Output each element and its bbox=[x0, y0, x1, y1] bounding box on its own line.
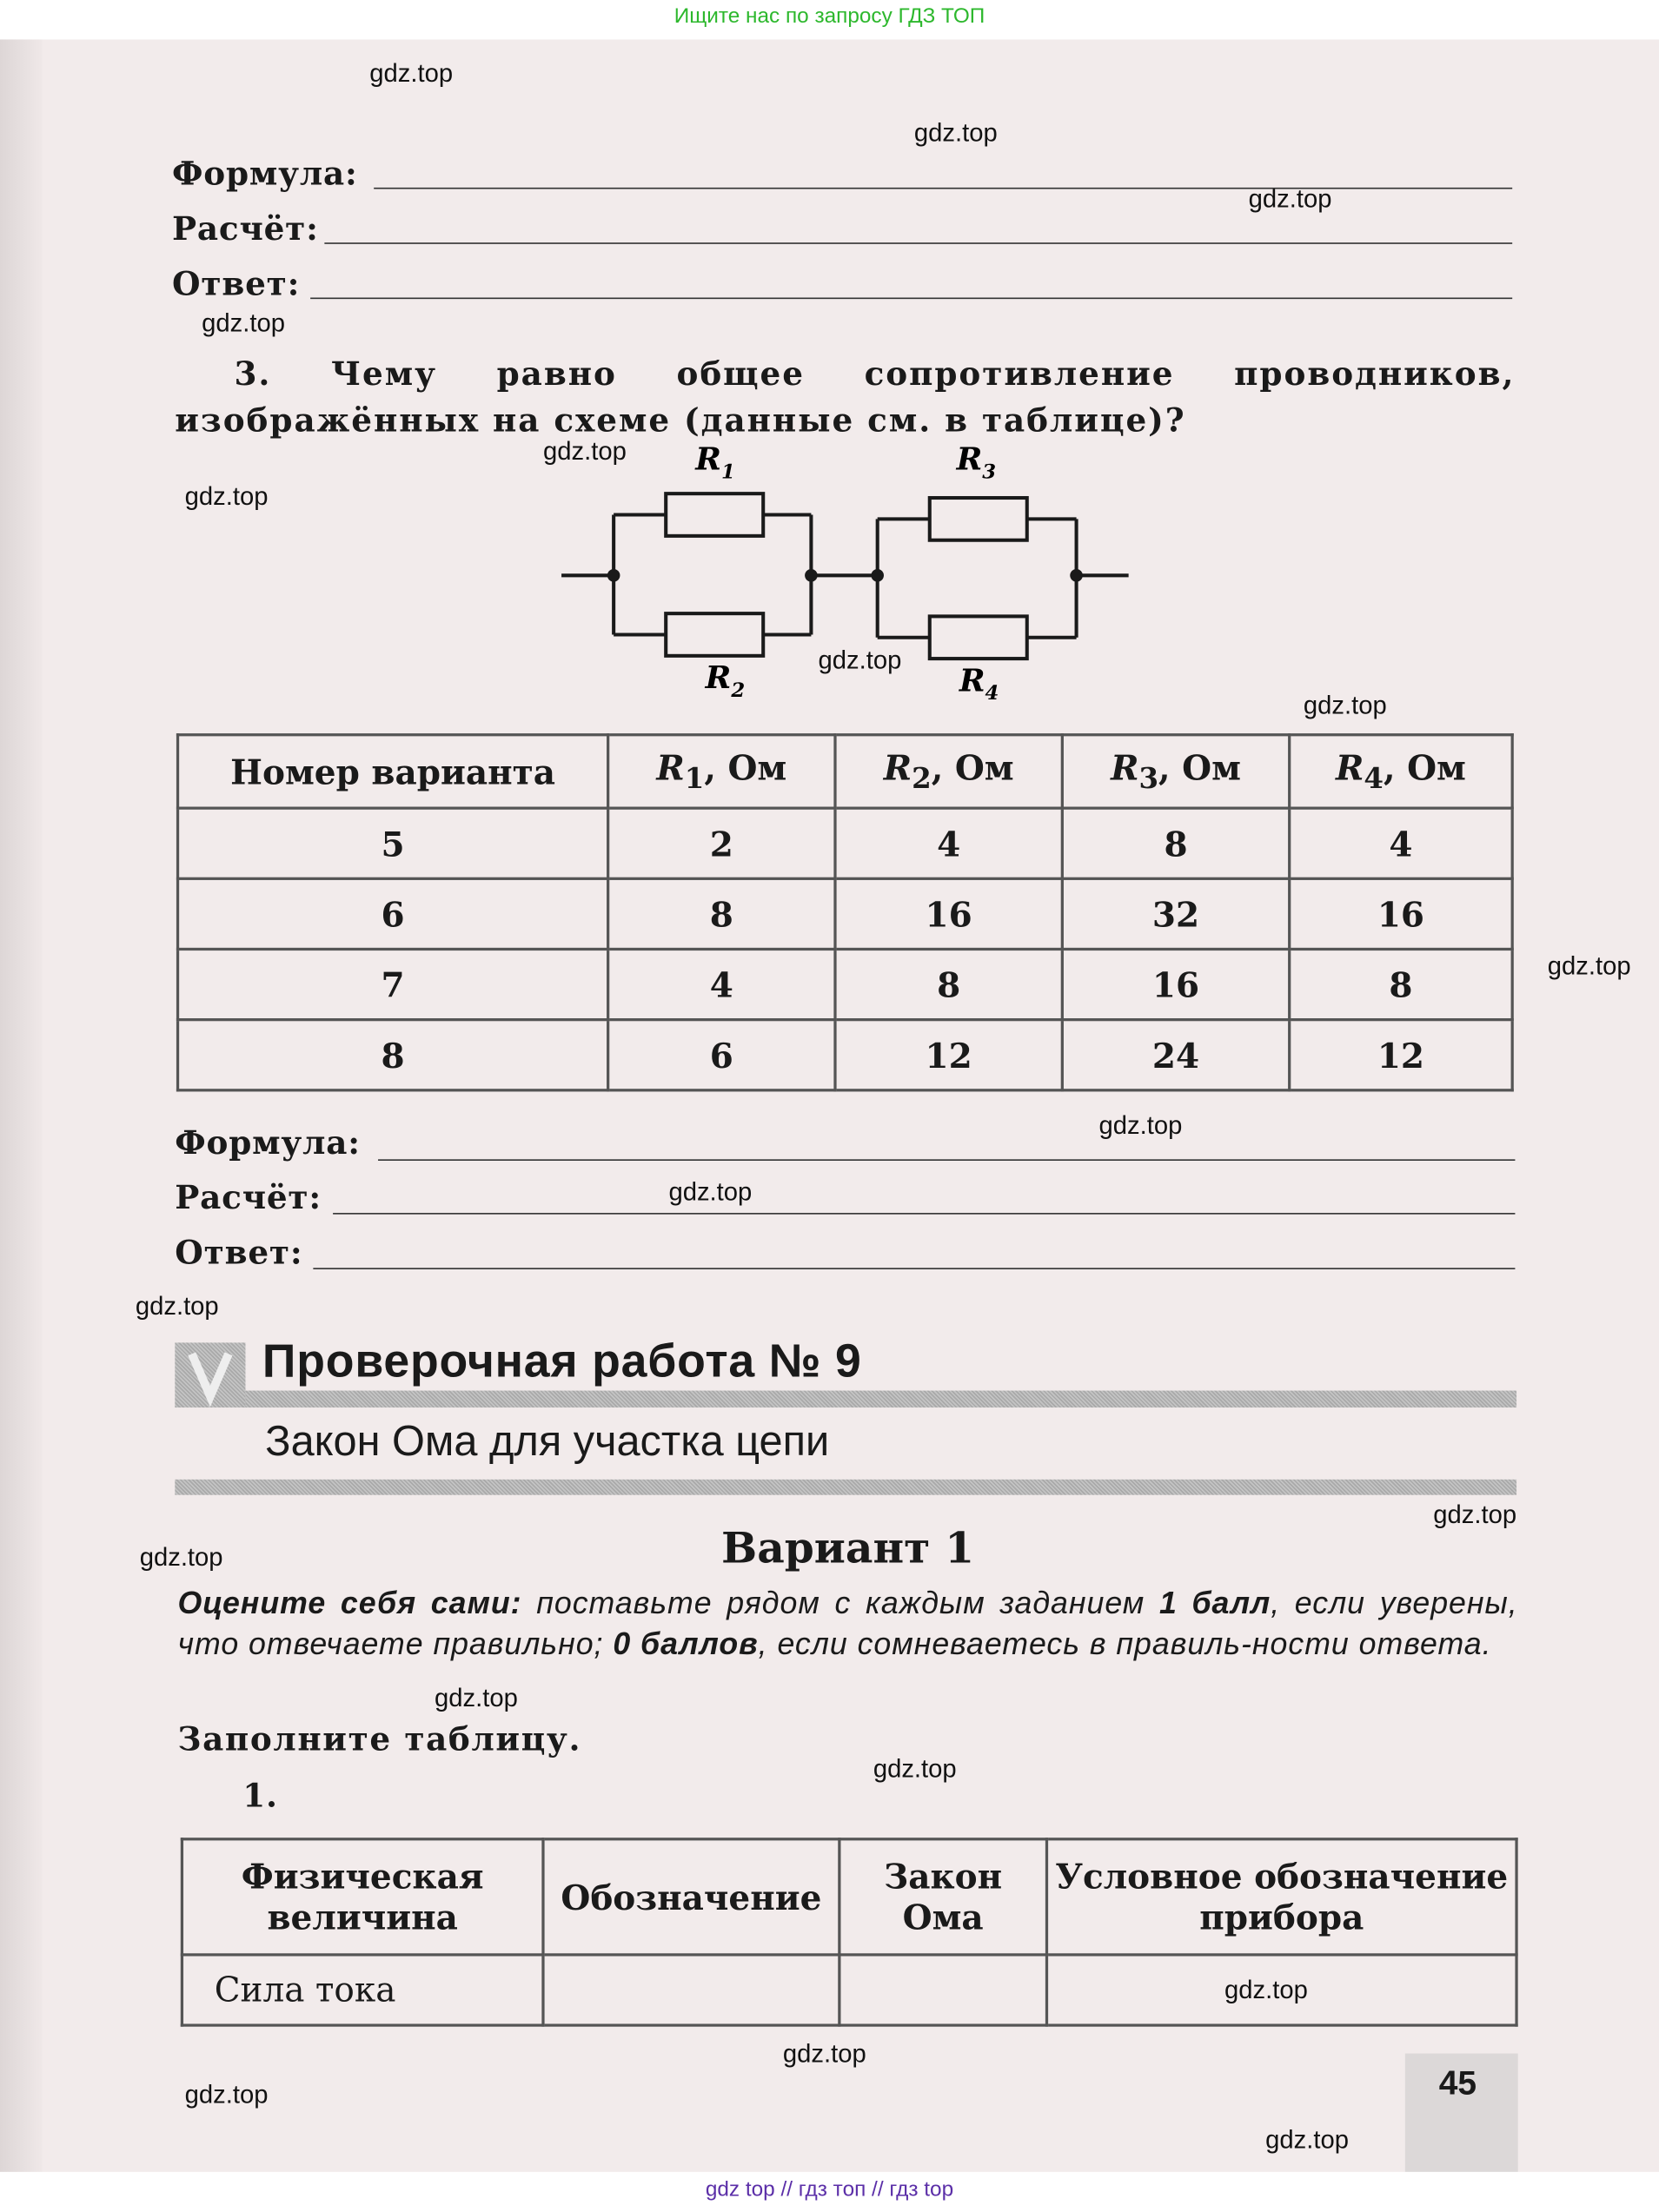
label-r4: $R_4$ bbox=[959, 662, 999, 705]
watermark: gdz.top bbox=[1224, 1976, 1308, 2004]
label-r1: $R_1$ bbox=[695, 440, 735, 484]
watermark: gdz.top bbox=[184, 2080, 269, 2109]
cell-symbol[interactable] bbox=[543, 1955, 839, 2025]
cell-ohm-law[interactable] bbox=[839, 1955, 1047, 2025]
ohm-law-table bbox=[181, 1838, 1518, 2027]
circuit-diagram bbox=[0, 0, 1659, 733]
label-r3: $R_3$ bbox=[956, 440, 997, 484]
watermark: gdz.top bbox=[1098, 1111, 1183, 1140]
header-device-symbol: Условное обозначение прибора bbox=[1046, 1839, 1516, 1955]
header-ohm-law: Закон Ома bbox=[839, 1839, 1047, 1955]
label-r2: $R_2$ bbox=[705, 659, 746, 702]
watermark: gdz.top bbox=[782, 2039, 866, 2068]
resistor-r3 bbox=[930, 498, 1027, 540]
watermark: gdz.top bbox=[139, 1542, 223, 1572]
header-symbol: Обозначение bbox=[543, 1839, 839, 1955]
watermark: gdz.top bbox=[1433, 1500, 1517, 1529]
watermark: gdz.top bbox=[913, 118, 998, 147]
cell-quantity: Сила тока bbox=[182, 1955, 543, 2025]
header-r2: $R_2$, Ом bbox=[835, 735, 1062, 808]
watermark: gdz.top bbox=[202, 308, 285, 337]
section-title: Проверочная работа № 9 bbox=[262, 1334, 862, 1387]
answer-label: Ответ: bbox=[175, 1234, 303, 1273]
question-text: Чему равно общее сопротивление проводников, изображённых на схеме (данные см. в таблице)? bbox=[175, 355, 1516, 440]
task1-number: 1. bbox=[242, 1777, 278, 1816]
cell-device-symbol[interactable] bbox=[1046, 1955, 1516, 2025]
watermark: gdz.top bbox=[1265, 2125, 1349, 2154]
watermark: gdz.top bbox=[135, 1291, 219, 1321]
subtitle-underline-band bbox=[175, 1480, 1516, 1495]
fill-table-instruction: Заполните таблицу. bbox=[177, 1720, 582, 1759]
header-r3: $R_3$, Ом bbox=[1062, 735, 1289, 808]
formula-label: Формула: bbox=[175, 1123, 361, 1162]
calc-label: Расчёт: bbox=[175, 1179, 322, 1217]
watermark: gdz.top bbox=[1303, 691, 1387, 719]
watermark: gdz.top bbox=[818, 646, 902, 674]
watermark: gdz.top bbox=[184, 482, 269, 511]
task-number: 3. bbox=[234, 355, 272, 394]
resistor-r2 bbox=[666, 613, 763, 656]
watermark: gdz.top bbox=[1547, 951, 1631, 981]
table-row: 6 8 16 32 16 bbox=[178, 878, 1513, 949]
table-row: 7 4 8 16 8 bbox=[178, 949, 1513, 1019]
checkmark-block bbox=[175, 1342, 245, 1407]
table-row bbox=[182, 1955, 1516, 2025]
table-header-row bbox=[182, 1839, 1516, 1955]
watermark: gdz.top bbox=[1248, 184, 1332, 214]
header-r1: $R_1$, Ом bbox=[608, 735, 835, 808]
watermark: gdz.top bbox=[873, 1754, 957, 1783]
watermark: gdz.top bbox=[668, 1177, 753, 1206]
variant-title: Вариант 1 bbox=[721, 1524, 975, 1574]
top-banner[interactable]: Ищите нас по запросу ГДЗ ТОП bbox=[0, 0, 1659, 39]
calc-label: Расчёт: bbox=[172, 209, 319, 248]
calc-answer-line[interactable] bbox=[333, 1213, 1515, 1215]
page-number: 45 bbox=[1438, 2064, 1477, 2103]
header-variant: Номер варианта bbox=[178, 735, 608, 808]
header-quantity: Физическая величина bbox=[182, 1839, 543, 1955]
resistor-r4 bbox=[930, 616, 1027, 659]
watermark: gdz.top bbox=[434, 1684, 518, 1712]
answer-line[interactable] bbox=[313, 1268, 1515, 1269]
header-r4: $R_4$, Ом bbox=[1290, 735, 1512, 808]
answer-label: Ответ: bbox=[172, 265, 301, 304]
variants-table bbox=[176, 733, 1514, 1091]
checkmark-icon bbox=[175, 1342, 245, 1407]
watermark: gdz.top bbox=[369, 59, 454, 88]
table-row: 5 2 4 8 4 bbox=[178, 808, 1513, 878]
instructions: Оцените себя сами: поставьте рядом с каждым заданием 1 балл, если уверены, что отвечаете правильно; 0 баллов, если сомневаетесь в правиль-ности ответа. bbox=[177, 1585, 1518, 1662]
table-header-row bbox=[178, 735, 1513, 808]
formula-answer-line[interactable] bbox=[378, 1159, 1515, 1161]
table-row: 8 6 12 24 12 bbox=[178, 1020, 1513, 1090]
footer-links[interactable]: gdz top // гдз топ // гдз top bbox=[0, 2172, 1659, 2211]
resistor-r1 bbox=[666, 493, 763, 536]
watermark: gdz.top bbox=[542, 437, 627, 466]
title-underline-band bbox=[245, 1391, 1516, 1407]
section-subtitle: Закон Ома для участка цепи bbox=[265, 1419, 830, 1466]
formula-label: Формула: bbox=[172, 155, 358, 194]
